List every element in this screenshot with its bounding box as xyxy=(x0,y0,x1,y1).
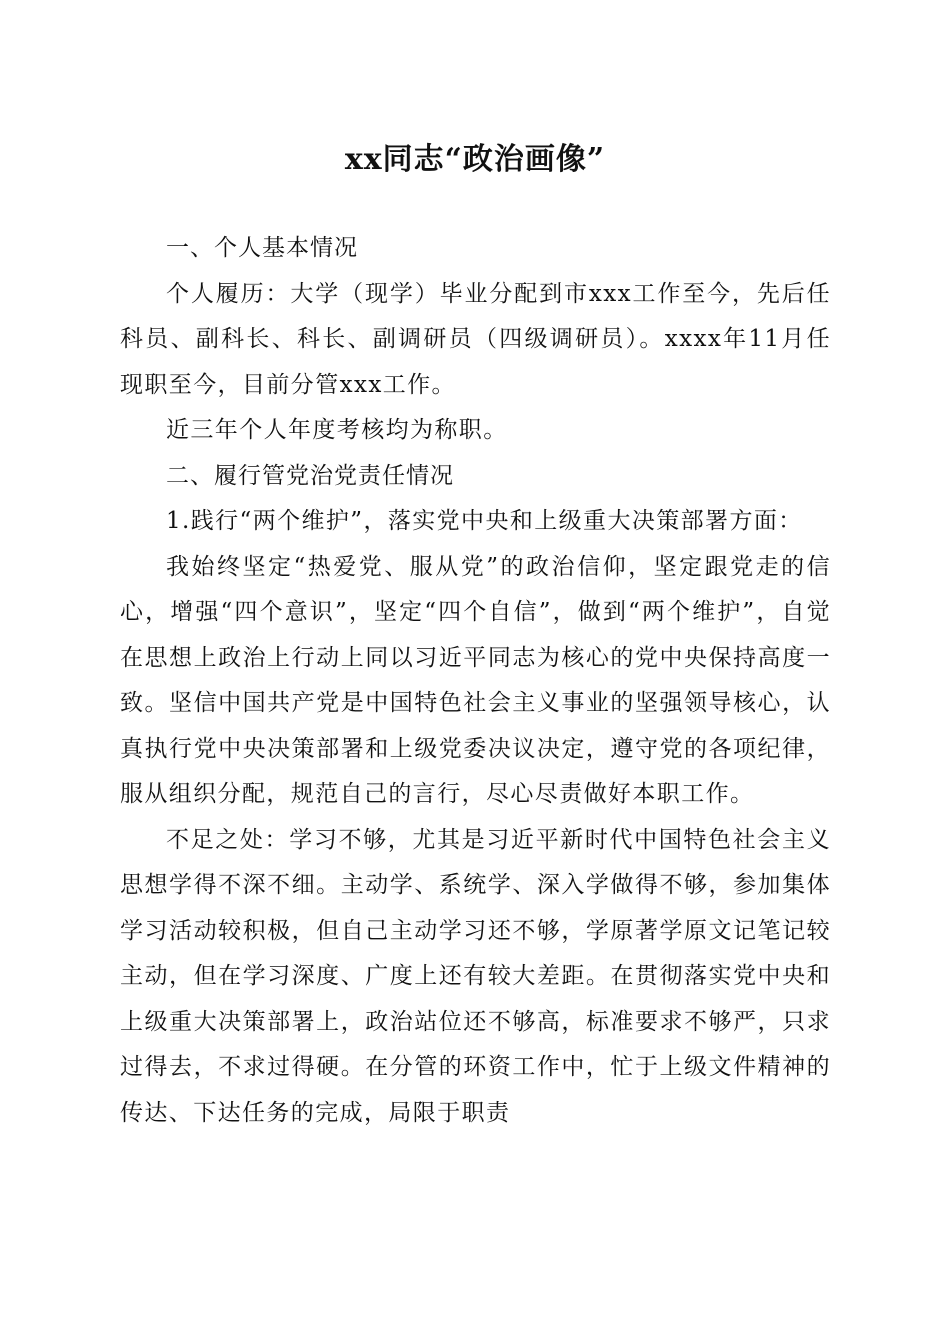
section-heading-party-duty: 二、履行管党治党责任情况 xyxy=(166,462,454,489)
paragraph-assessment: 近三年个人年度考核均为称职。 xyxy=(166,417,508,443)
paragraph-shortcomings: 不足之处：学习不够，尤其是习近平新时代中国特色社会主义思想学得不深不细。主动学、系统学、深入学做得不够，参加集体学习活动较积极，但自己主动学习还不够，学原著学原文记笔记较主动，但在学习深度、广度上还有较大差距。在贯彻落实党中央和上级重大决策部署上，政治站位还不够高，标准要求不够严，只求过得去，不求过得硬。在分管的环资工作中，忙于上级文件精神的传达、下达任务的完成，局限于职责 xyxy=(120,826,831,1126)
paragraph-resume: 个人履历：大学（现学）毕业分配到市xxx工作至今，先后任科员、副科长、科长、副调研员（四级调研员）。xxxx年11月任现职至今，目前分管xxx工作。 xyxy=(120,280,831,398)
document-title: xx同志“政治画像” xyxy=(344,142,606,177)
document-body xyxy=(120,226,831,1136)
paragraph-subheading-two-safeguards: 1.践行“两个维护”，落实党中央和上级重大决策部署方面： xyxy=(166,508,803,534)
paragraph-political-belief: 我始终坚定“热爱党、服从党”的政治信仰，坚定跟党走的信心，增强“四个意识”，坚定“四个自信”，做到“两个维护”，自觉在思想上政治上行动上同以习近平同志为核心的党中央保持高度一致。坚信中国共产党是中国特色社会主义事业的坚强领导核心，认真执行党中央决策部署和上级党委决议决定，遵守党的各项纪律，服从组织分配，规范自己的言行，尽心尽责做好本职工作。 xyxy=(120,553,831,807)
section-heading-basic-info: 一、个人基本情况 xyxy=(166,235,358,261)
